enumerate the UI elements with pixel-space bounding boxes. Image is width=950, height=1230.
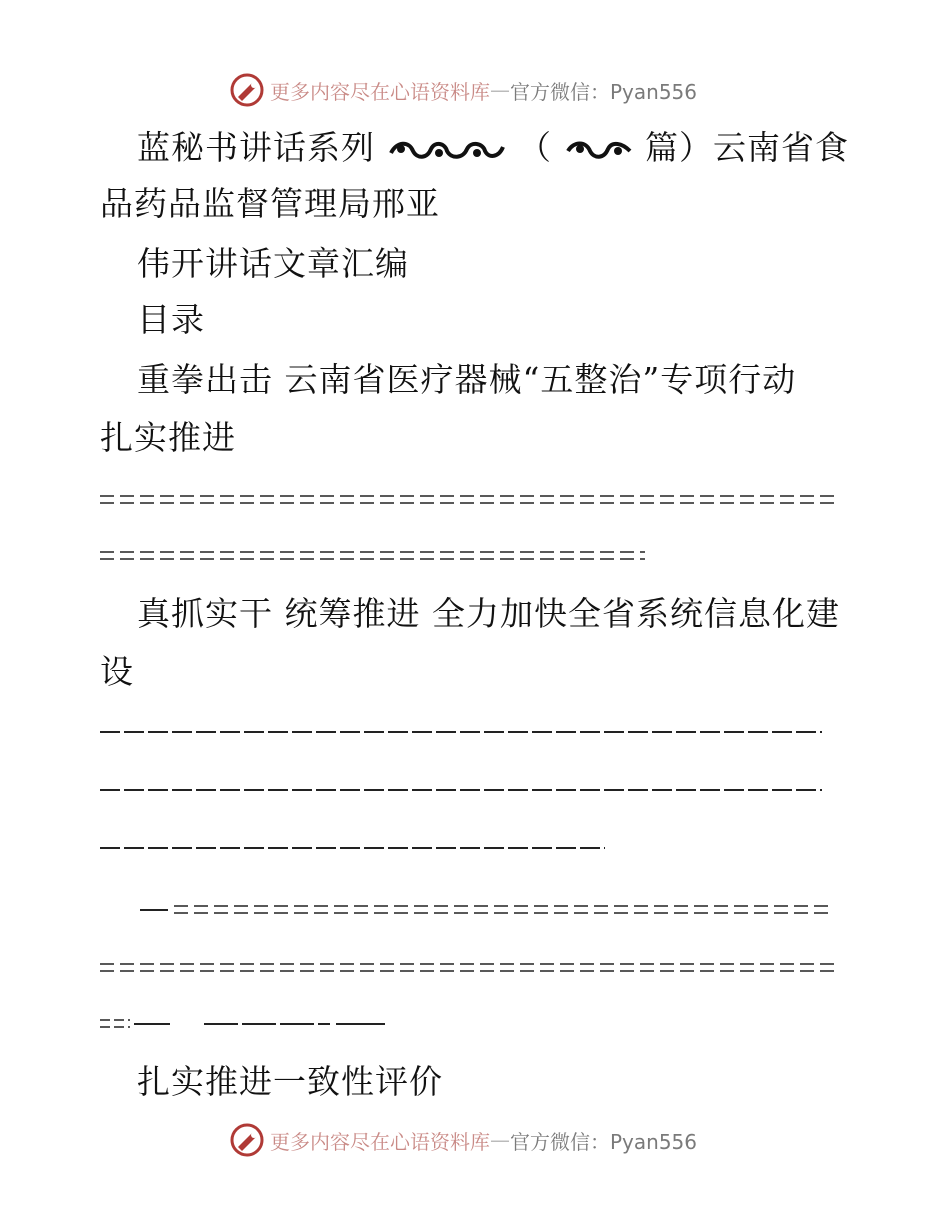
toc-entry-3[interactable]: 扎实推进一致性评价 [137, 1062, 443, 1101]
watermark-separator: — [490, 1128, 510, 1152]
pen-logo-icon [230, 1123, 264, 1157]
leader-rule [100, 838, 605, 858]
title-line-2: 品药品监督管理局邢亚 [100, 184, 440, 223]
toc-entry-2-cont[interactable]: 设 [100, 652, 134, 691]
watermark-text: 更多内容尽在心语资料库 [270, 79, 490, 104]
leader-rule [100, 780, 822, 800]
watermark-wechat: 官方微信：Pyan556 [510, 1129, 698, 1154]
toc-entry-2[interactable]: 真抓实干 统筹推进 全力加快全省系统信息化建 [137, 594, 840, 633]
leader-rule [100, 490, 840, 510]
leader-rule [140, 900, 830, 920]
leader-rule [100, 722, 822, 742]
title-suffix: 篇）云南省食 [645, 128, 849, 167]
footer-watermark [230, 1120, 750, 1160]
watermark-wechat: 官方微信：Pyan556 [510, 79, 698, 104]
watermark-separator: — [490, 78, 510, 102]
watermark-text: 更多内容尽在心语资料库 [270, 1129, 490, 1154]
pen-logo-icon [230, 73, 264, 107]
ornament-icon [387, 135, 507, 165]
toc-entry-1[interactable]: 重拳出击 云南省医疗器械“五整治”专项行动 [137, 360, 797, 399]
ornament-icon [564, 135, 634, 165]
header-watermark [230, 70, 750, 110]
leader-rule [100, 958, 838, 978]
toc-heading: 目录 [137, 300, 205, 339]
title-prefix: 蓝秘书讲话系列 [137, 128, 375, 167]
leader-rule [100, 1014, 385, 1034]
title-line-3: 伟开讲话文章汇编 [137, 244, 409, 283]
paren-open: （ [518, 128, 552, 167]
toc-entry-1-cont[interactable]: 扎实推进 [100, 418, 236, 457]
title-line-1 [137, 128, 849, 168]
leader-rule [100, 546, 645, 566]
